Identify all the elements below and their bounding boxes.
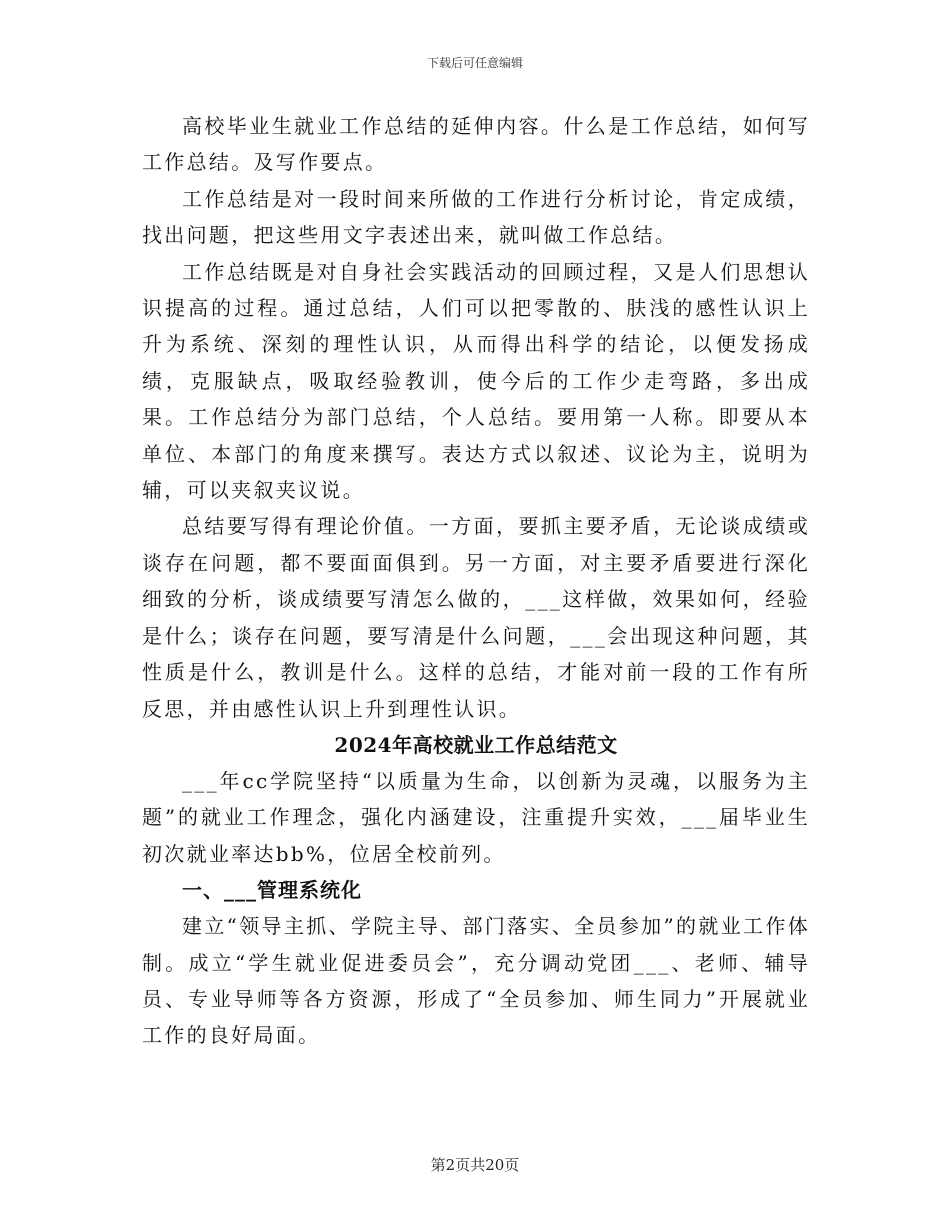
page-indicator: 第2页共20页 bbox=[430, 1156, 520, 1174]
intro-paragraph-1: 高校毕业生就业工作总结的延伸内容。什么是工作总结，如何写工作总结。及写作要点。 bbox=[142, 114, 810, 175]
subheading-management: 一、___管理系统化 bbox=[182, 878, 362, 903]
document-body bbox=[142, 108, 810, 1054]
intro-paragraph-3: 工作总结既是对自身社会实践活动的回顾过程，又是人们思想认识提高的过程。通过总结，人们可以把零散的、肤浅的感性认识上升为系统、深刻的理性认识，从而得出科学的结论，以便发扬成绩，克服缺点，吸取经验教训，使今后的工作少走弯路，多出成果。工作总结分为部门总结，个人总结。要用第一人称。即要从本单位、本部门的角度来撰写。表达方式以叙述、议论为主，说明为辅，可以夹叙夹议说。 bbox=[142, 259, 810, 503]
page-header-note: 下载后可任意编辑 bbox=[426, 56, 523, 70]
section-title: 2024年高校就业工作总结范文 bbox=[334, 732, 618, 757]
subsection-paragraph: 建立“领导主抓、学院主导、部门落实、全员参加”的就业工作体制。成立“学生就业促进委员会”，充分调动党团___、老师、辅导员、专业导师等各方资源，形成了“全员参加、师生同力”开展就业工作的良好局面。 bbox=[142, 914, 810, 1048]
intro-paragraph-4: 总结要写得有理论价值。一方面，要抓主要矛盾，无论谈成绩或谈存在问题，都不要面面俱到。另一方面，对主要矛盾要进行深化细致的分析，谈成绩要写清怎么做的，___这样做，效果如何，经验是什么；谈存在问题，要写清是什么问题，___会出现这种问题，其性质是什么，教训是什么。这样的总结，才能对前一段的工作有所反思，并由感性认识上升到理性认识。 bbox=[142, 514, 810, 721]
section-paragraph: ___年cc学院坚持“以质量为生命，以创新为灵魂，以服务为主题”的就业工作理念，强化内涵建设，注重提升实效，___届毕业生初次就业率达bb%，位居全校前列。 bbox=[142, 768, 810, 866]
intro-paragraph-2: 工作总结是对一段时间来所做的工作进行分析讨论，肯定成绩，找出问题，把这些用文字表述出来，就叫做工作总结。 bbox=[142, 186, 810, 248]
